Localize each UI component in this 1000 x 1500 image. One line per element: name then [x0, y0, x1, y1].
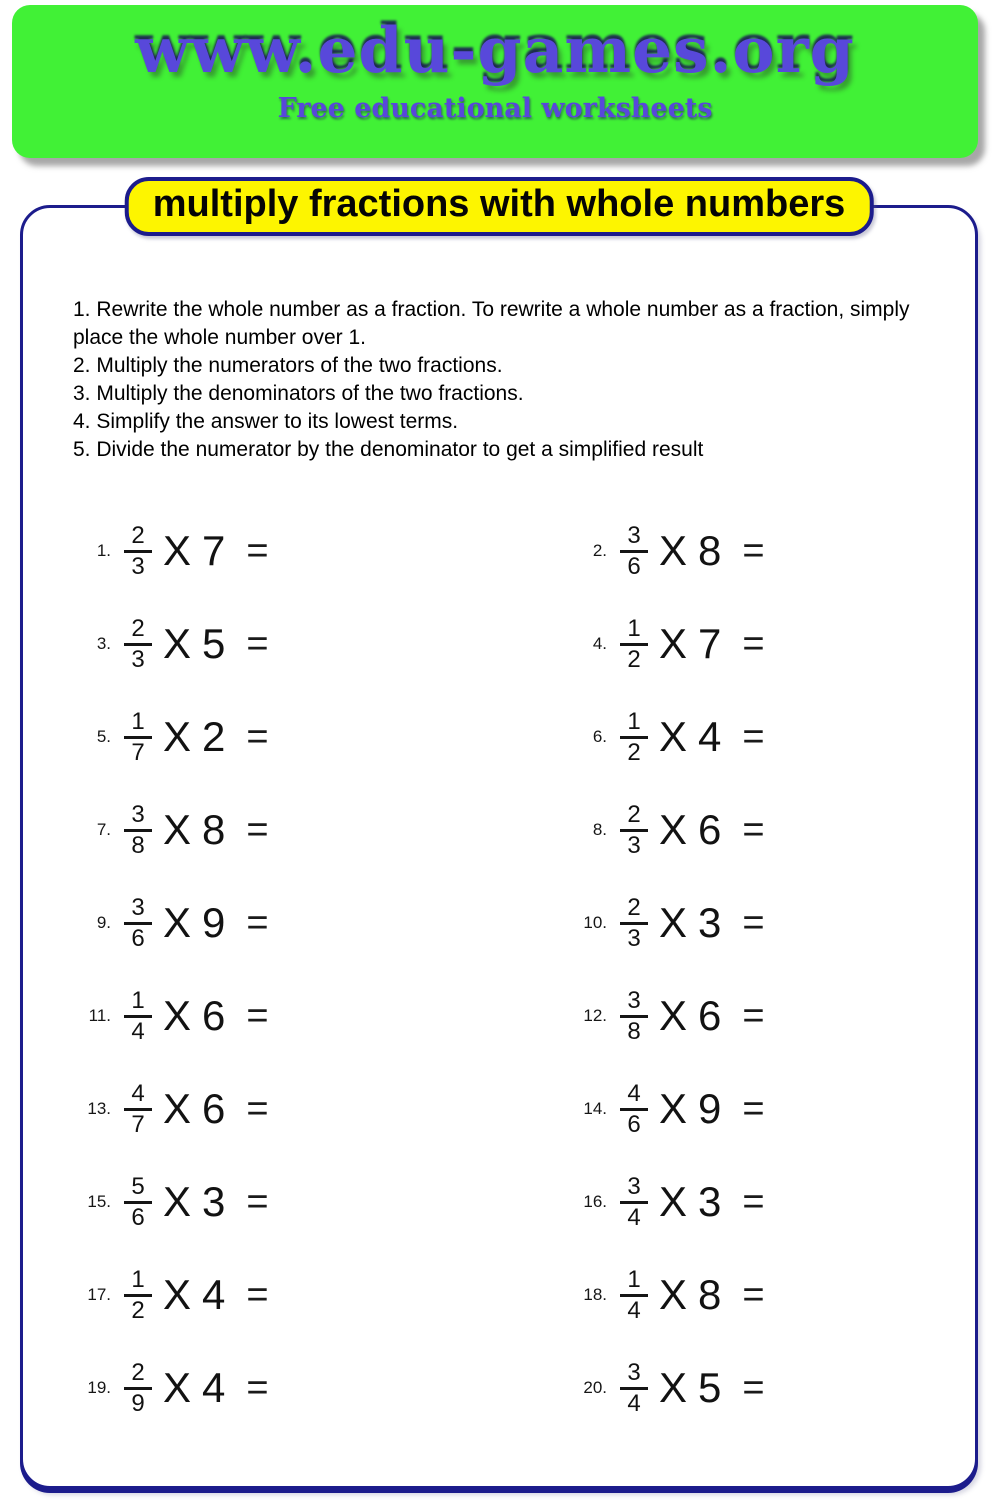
fraction — [620, 1079, 648, 1138]
multiply-operator: X — [659, 899, 688, 946]
problem-number: 1. — [96, 541, 111, 560]
fraction-denominator: 3 — [627, 831, 641, 859]
site-header — [12, 5, 978, 158]
multiply-operator: X — [659, 620, 688, 667]
multiply-operator: X — [659, 806, 688, 853]
fraction — [124, 1358, 152, 1417]
site-tagline: Free educational worksheets — [277, 93, 713, 124]
problem-row — [561, 1357, 939, 1419]
multiply-operator: X — [163, 527, 192, 574]
whole-number: 8 — [698, 1271, 722, 1318]
problem-number: 7. — [96, 820, 111, 839]
fraction — [620, 521, 648, 580]
fraction-numerator: 3 — [627, 986, 641, 1014]
equals-sign: = — [742, 623, 765, 665]
whole-number: 6 — [698, 806, 722, 853]
problem-row — [561, 892, 939, 954]
fraction-numerator: 2 — [131, 614, 145, 642]
site-title: www.edu-games.org — [135, 13, 855, 87]
fraction-numerator: 1 — [131, 986, 145, 1014]
fraction-numerator: 3 — [131, 800, 145, 828]
fraction — [124, 707, 152, 766]
multiply-operator: X — [163, 1085, 192, 1132]
whole-number: 4 — [698, 713, 722, 760]
whole-number: 6 — [698, 992, 722, 1039]
fraction — [620, 986, 648, 1045]
fraction — [620, 614, 648, 673]
fraction-numerator: 4 — [131, 1079, 145, 1107]
equals-sign: = — [742, 716, 765, 758]
problem-number: 8. — [592, 820, 607, 839]
fraction-denominator: 8 — [627, 1017, 641, 1045]
fraction-numerator: 4 — [627, 1079, 641, 1107]
equals-sign: = — [742, 1274, 765, 1316]
multiply-operator: X — [659, 713, 688, 760]
fraction-denominator: 6 — [131, 924, 145, 952]
fraction — [124, 893, 152, 952]
fraction — [124, 986, 152, 1045]
problem-row — [561, 706, 939, 768]
whole-number: 6 — [202, 1085, 226, 1132]
equals-sign: = — [742, 1088, 765, 1130]
fraction — [620, 707, 648, 766]
fraction-denominator: 4 — [627, 1203, 641, 1231]
equals-sign: = — [246, 809, 269, 851]
fraction-denominator: 7 — [131, 1110, 145, 1138]
fraction-denominator: 2 — [627, 738, 641, 766]
fraction-numerator: 2 — [627, 800, 641, 828]
whole-number: 8 — [698, 527, 722, 574]
equals-sign: = — [246, 716, 269, 758]
multiply-operator: X — [163, 1178, 192, 1225]
fraction — [620, 1358, 648, 1417]
equals-sign: = — [246, 902, 269, 944]
fraction — [620, 893, 648, 952]
fraction-numerator: 5 — [131, 1172, 145, 1200]
problem-row — [65, 1171, 561, 1233]
equals-sign: = — [742, 530, 765, 572]
fraction — [124, 1172, 152, 1231]
problem-row — [65, 520, 561, 582]
fraction — [124, 1079, 152, 1138]
problem-number: 5. — [96, 727, 111, 746]
fraction-denominator: 4 — [131, 1017, 145, 1045]
whole-number: 3 — [698, 1178, 722, 1225]
instruction-item: 1. Rewrite the whole number as a fraction. To rewrite a whole number as a fraction, simply place the whole number over 1. — [73, 298, 910, 349]
fraction — [124, 521, 152, 580]
whole-number: 3 — [202, 1178, 226, 1225]
problem-row — [65, 706, 561, 768]
problem-row — [561, 985, 939, 1047]
multiply-operator: X — [659, 1271, 688, 1318]
multiply-operator: X — [659, 527, 688, 574]
problem-row — [65, 1264, 561, 1326]
problem-row — [561, 1078, 939, 1140]
problem-number: 6. — [592, 727, 607, 746]
whole-number: 2 — [202, 713, 226, 760]
multiply-operator: X — [163, 992, 192, 1039]
fraction-denominator: 6 — [627, 1110, 641, 1138]
fraction-numerator: 3 — [131, 893, 145, 921]
fraction — [620, 800, 648, 859]
multiply-operator: X — [163, 806, 192, 853]
whole-number: 9 — [202, 899, 226, 946]
instruction-item: 5. Divide the numerator by the denominator to get a simplified result — [73, 438, 704, 461]
fraction-denominator: 7 — [131, 738, 145, 766]
fraction-denominator: 3 — [131, 552, 145, 580]
fraction — [620, 1265, 648, 1324]
instruction-item: 2. Multiply the numerators of the two fractions. — [73, 354, 503, 377]
fraction-numerator: 3 — [627, 521, 641, 549]
problem-number: 17. — [87, 1285, 111, 1304]
fraction-denominator: 2 — [131, 1296, 145, 1324]
whole-number: 5 — [698, 1364, 722, 1411]
problem-number: 20. — [583, 1378, 607, 1397]
equals-sign: = — [246, 1367, 269, 1409]
fraction-denominator: 8 — [131, 831, 145, 859]
problem-row — [65, 613, 561, 675]
fraction-numerator: 2 — [627, 893, 641, 921]
equals-sign: = — [246, 530, 269, 572]
problem-number: 19. — [87, 1378, 111, 1397]
fraction-denominator: 3 — [131, 645, 145, 673]
multiply-operator: X — [163, 713, 192, 760]
problem-row — [561, 1171, 939, 1233]
problem-row — [65, 1357, 561, 1419]
multiply-operator: X — [163, 1364, 192, 1411]
fraction-numerator: 1 — [627, 1265, 641, 1293]
problem-row — [65, 892, 561, 954]
multiply-operator: X — [659, 1178, 688, 1225]
problem-number: 15. — [87, 1192, 111, 1211]
equals-sign: = — [246, 1088, 269, 1130]
multiply-operator: X — [163, 620, 192, 667]
equals-sign: = — [246, 1181, 269, 1223]
whole-number: 4 — [202, 1271, 226, 1318]
problem-number: 14. — [583, 1099, 607, 1118]
multiply-operator: X — [659, 992, 688, 1039]
whole-number: 6 — [202, 992, 226, 1039]
whole-number: 4 — [202, 1364, 226, 1411]
whole-number: 3 — [698, 899, 722, 946]
problem-row — [65, 985, 561, 1047]
problem-number: 3. — [96, 634, 111, 653]
problem-number: 18. — [583, 1285, 607, 1304]
fraction — [124, 1265, 152, 1324]
problem-row — [561, 799, 939, 861]
fraction-denominator: 4 — [627, 1389, 641, 1417]
fraction-denominator: 3 — [627, 924, 641, 952]
fraction-numerator: 3 — [627, 1358, 641, 1386]
problem-number: 9. — [96, 913, 111, 932]
problem-row — [561, 613, 939, 675]
equals-sign: = — [246, 995, 269, 1037]
instruction-item: 4. Simplify the answer to its lowest terms. — [73, 410, 459, 433]
problem-row — [561, 520, 939, 582]
fraction-numerator: 1 — [627, 707, 641, 735]
whole-number: 7 — [202, 527, 226, 574]
problem-number: 12. — [583, 1006, 607, 1025]
fraction — [620, 1172, 648, 1231]
equals-sign: = — [742, 1367, 765, 1409]
fraction-denominator: 6 — [627, 552, 641, 580]
problem-number: 2. — [592, 541, 607, 560]
problem-number: 4. — [592, 634, 607, 653]
multiply-operator: X — [659, 1085, 688, 1132]
fraction-denominator: 2 — [627, 645, 641, 673]
fraction — [124, 800, 152, 859]
multiply-operator: X — [163, 1271, 192, 1318]
problem-number: 13. — [87, 1099, 111, 1118]
problem-row — [65, 799, 561, 861]
fraction-numerator: 3 — [627, 1172, 641, 1200]
whole-number: 7 — [698, 620, 722, 667]
problems-grid — [65, 520, 939, 1419]
fraction-denominator: 9 — [131, 1389, 145, 1417]
multiply-operator: X — [163, 899, 192, 946]
fraction-numerator: 1 — [627, 614, 641, 642]
fraction-numerator: 2 — [131, 1358, 145, 1386]
equals-sign: = — [246, 623, 269, 665]
problem-row — [561, 1264, 939, 1326]
equals-sign: = — [742, 902, 765, 944]
multiply-operator: X — [659, 1364, 688, 1411]
worksheet-page — [20, 183, 978, 1489]
problem-number: 16. — [583, 1192, 607, 1211]
equals-sign: = — [742, 1181, 765, 1223]
fraction-numerator: 1 — [131, 707, 145, 735]
instructions — [73, 296, 939, 464]
fraction-denominator: 6 — [131, 1203, 145, 1231]
problem-row — [65, 1078, 561, 1140]
fraction-numerator: 2 — [131, 521, 145, 549]
whole-number: 5 — [202, 620, 226, 667]
fraction-numerator: 1 — [131, 1265, 145, 1293]
worksheet-title-banner — [125, 177, 874, 236]
whole-number: 8 — [202, 806, 226, 853]
equals-sign: = — [246, 1274, 269, 1316]
worksheet-title: multiply fractions with whole numbers — [152, 183, 846, 225]
whole-number: 9 — [698, 1085, 722, 1132]
problem-number: 11. — [88, 1006, 111, 1025]
equals-sign: = — [742, 809, 765, 851]
equals-sign: = — [742, 995, 765, 1037]
instruction-item: 3. Multiply the denominators of the two fractions. — [73, 382, 524, 405]
fraction — [124, 614, 152, 673]
fraction-denominator: 4 — [627, 1296, 641, 1324]
problem-number: 10. — [583, 913, 607, 932]
